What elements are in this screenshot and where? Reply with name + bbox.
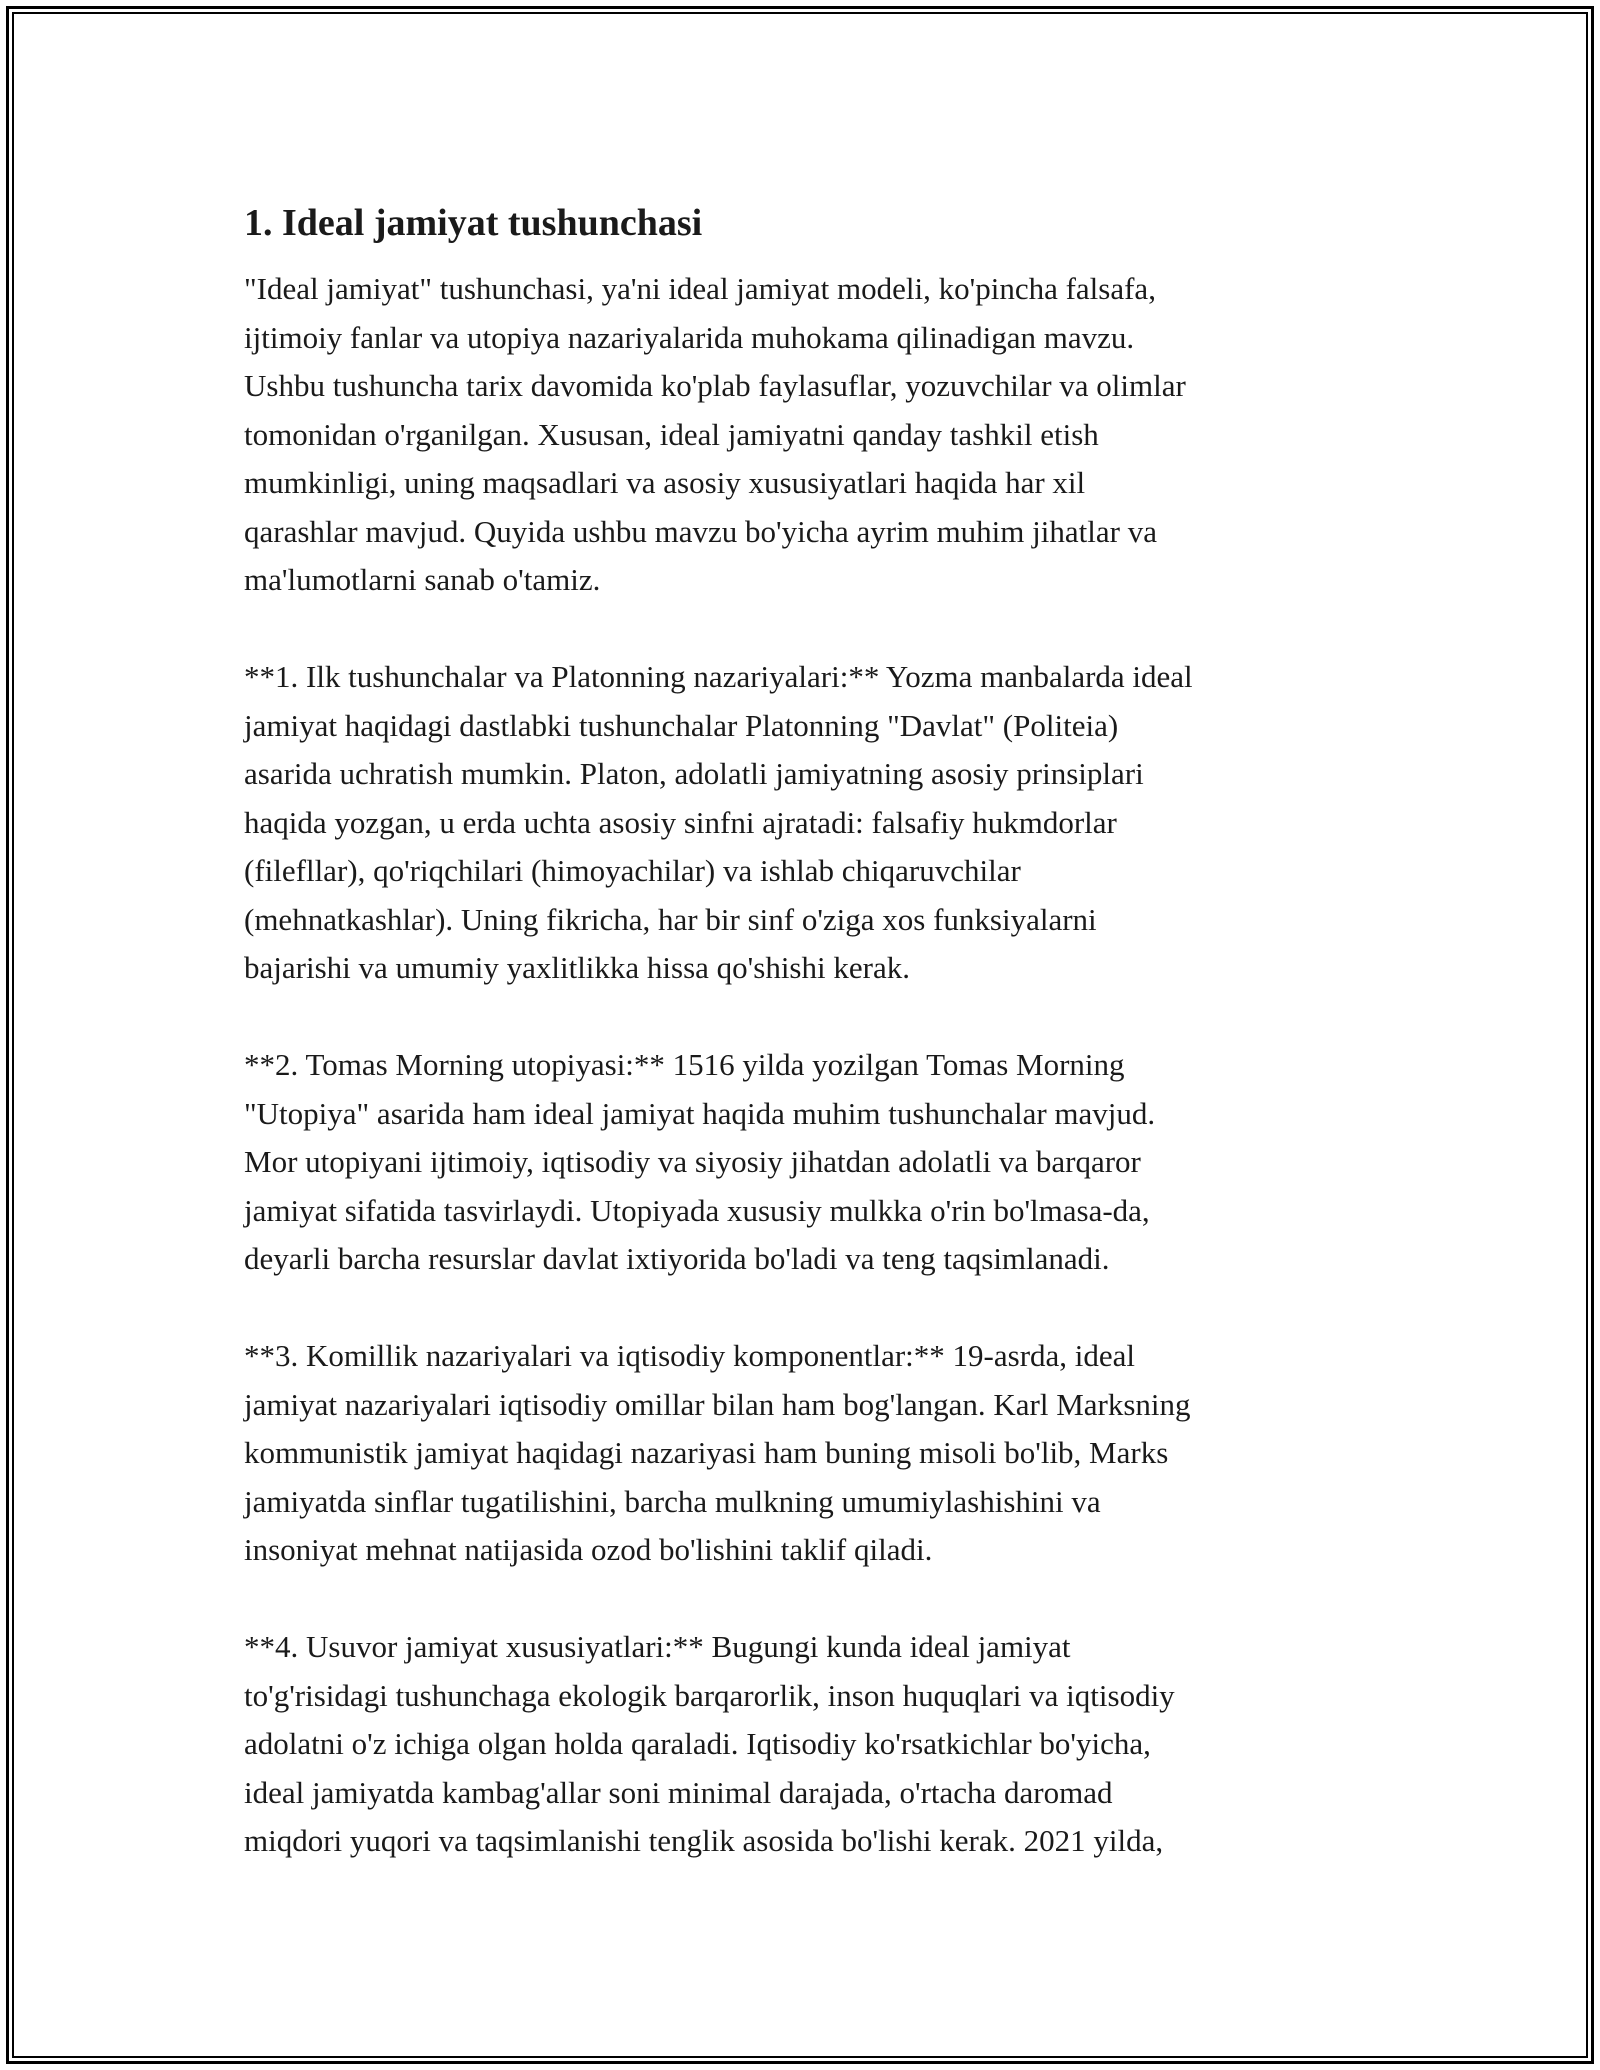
paragraph-usuvor: **4. Usuvor jamiyat xususiyatlari:** Bugungi kunda ideal jamiyat to'g'risidagi tushunchaga ekologik barqarorlik, inson huquqlari va iqtisodiy adolatni o'z ichiga olgan holda qaraladi. Iqtisodiy ko'rsatkichlar bo'yicha, ideal jamiyatda kambag'allar soni minimal darajada, o'rtacha daromad miqdori yuqori va taqsimlanishi tenglik asosida bo'lishi kerak. 2021 yilda, [244, 1629, 1175, 1858]
paragraph-intro: "Ideal jamiyat" tushunchasi, ya'ni ideal jamiyat modeli, ko'pincha falsafa, ijtimoiy fanlar va utopiya nazariyalarida muhokama qilinadigan mavzu. Ushbu tushuncha tarix davomida ko'plab faylasuflar, yozuvchilar va olimlar tomonidan o'rganilgan. Xususan, ideal jamiyatni qanday tashkil etish mumkinligi, uning maqsadlari va asosiy xususiyatlari haqida har xil qarashlar mavjud. Quyida ushbu mavzu bo'yicha ayrim muhim jihatlar va ma'lumotlarni sanab o'tamiz. [244, 271, 1186, 597]
document-body [244, 195, 1394, 1866]
paragraph-utopiya: **2. Tomas Morning utopiyasi:** 1516 yilda yozilgan Tomas Morning "Utopiya" asarida ham ideal jamiyat haqida muhim tushunchalar mavjud. Mor utopiyani ijtimoiy, iqtisodiy va siyosiy jihatdan adolatli va barqaror jamiyat sifatida tasvirlaydi. Utopiyada xususiy mulkka o'rin bo'lmasa-da, deyarli barcha resurslar davlat ixtiyorida bo'ladi va teng taqsimlanadi. [244, 1047, 1156, 1276]
page-frame [6, 6, 1594, 2064]
document-title: 1. Ideal jamiyat tushunchasi [244, 202, 703, 244]
paragraph-platon: **1. Ilk tushunchalar va Platonning nazariyalari:** Yozma manbalarda ideal jamiyat haqidagi dastlabki tushunchalar Platonning "Davlat" (Politeia) asarida uchratish mumkin. Platon, adolatli jamiyatning asosiy prinsiplari haqida yozgan, u erda uchta asosiy sinfni ajratadi: falsafiy hukmdorlar (filefllar), qo'riqchilari (himoyachilar) va ishlab chiqaruvchilar (mehnatkashlar). Uning fikricha, har bir sinf o'ziga xos funksiyalarni bajarishi va umumiy yaxlitlikka hissa qo'shishi kerak. [244, 659, 1193, 985]
paragraph-komillik: **3. Komillik nazariyalari va iqtisodiy komponentlar:** 19-asrda, ideal jamiyat nazariyalari iqtisodiy omillar bilan ham bog'langan. Karl Marksning kommunistik jamiyat haqidagi nazariyasi ham buning misoli bo'lib, Marks jamiyatda sinflar tugatilishini, barcha mulkning umumiylashishini va insoniyat mehnat natijasida ozod bo'lishini taklif qiladi. [244, 1338, 1191, 1567]
